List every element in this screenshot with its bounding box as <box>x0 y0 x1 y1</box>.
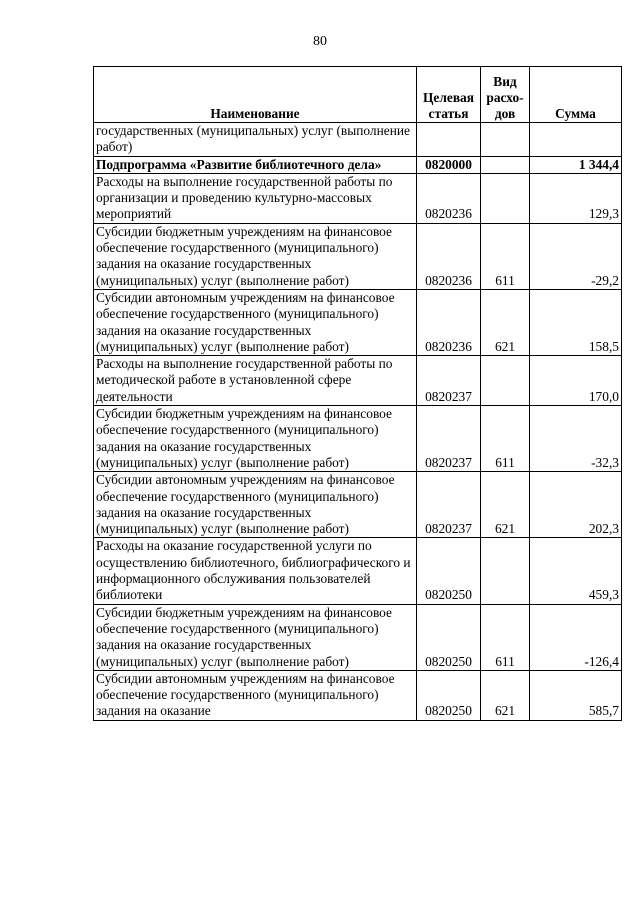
table-row <box>94 670 622 720</box>
cell-expense-type <box>481 538 530 604</box>
cell-sum: -126,4 <box>530 604 622 670</box>
cell-expense-type <box>481 356 530 406</box>
table-row <box>94 289 622 355</box>
table-row <box>94 223 622 289</box>
cell-name: Расходы на выполнение государственной работы по методической работе в установленной сфере деятельности <box>94 356 417 406</box>
header-type-line2: расхо- <box>486 90 524 105</box>
cell-name: Субсидии автономным учреждениям на финансовое обеспечение государственного (муниципального) задания на оказание государственных (муниципальных) услуг (выполнение работ) <box>94 289 417 355</box>
cell-name: государственных (муниципальных) услуг (выполнение работ) <box>94 123 417 157</box>
cell-target-article: 0820236 <box>417 289 481 355</box>
cell-expense-type <box>481 173 530 223</box>
table-row <box>94 406 622 472</box>
cell-target-article: 0820250 <box>417 604 481 670</box>
cell-sum: 585,7 <box>530 670 622 720</box>
page-number: 80 <box>313 34 327 49</box>
header-expense-type <box>481 67 530 123</box>
cell-name: Субсидии бюджетным учреждениям на финансовое обеспечение государственного (муниципального) задания на оказание государственных (муниципальных) услуг (выполнение работ) <box>94 223 417 289</box>
cell-target-article: 0820237 <box>417 472 481 538</box>
cell-expense-type <box>481 156 530 173</box>
cell-name: Расходы на оказание государственной услуги по осуществлению библиотечного, библиографического и информационного обслуживания пользователей библиотеки <box>94 538 417 604</box>
cell-expense-type: 611 <box>481 406 530 472</box>
cell-target-article: 0820237 <box>417 406 481 472</box>
cell-name: Субсидии бюджетным учреждениям на финансовое обеспечение государственного (муниципального) задания на оказание государственных (муниципальных) услуг (выполнение работ) <box>94 604 417 670</box>
cell-name: Субсидии автономным учреждениям на финансовое обеспечение государственного (муниципального) задания на оказание государственных (муниципальных) услуг (выполнение работ) <box>94 472 417 538</box>
header-type-line3: дов <box>494 106 516 121</box>
cell-target-article: 0820237 <box>417 356 481 406</box>
cell-name: Субсидии автономным учреждениям на финансовое обеспечение государственного (муниципального) задания на оказание <box>94 670 417 720</box>
cell-sum: 1 344,4 <box>530 156 622 173</box>
table-row <box>94 472 622 538</box>
table-row <box>94 604 622 670</box>
cell-name: Субсидии бюджетным учреждениям на финансовое обеспечение государственного (муниципального) задания на оказание государственных (муниципальных) услуг (выполнение работ) <box>94 406 417 472</box>
cell-sum: 170,0 <box>530 356 622 406</box>
table-row <box>94 356 622 406</box>
header-name: Наименование <box>94 67 417 123</box>
header-sum: Сумма <box>530 67 622 123</box>
cell-sum: 129,3 <box>530 173 622 223</box>
cell-expense-type: 611 <box>481 604 530 670</box>
table-row <box>94 173 622 223</box>
cell-target-article: 0820236 <box>417 223 481 289</box>
cell-sum: 202,3 <box>530 472 622 538</box>
table-row <box>94 123 622 157</box>
cell-sum: 459,3 <box>530 538 622 604</box>
cell-name: Расходы на выполнение государственной работы по организации и проведению культурно-массовых мероприятий <box>94 173 417 223</box>
cell-expense-type: 621 <box>481 289 530 355</box>
cell-target-article: 0820250 <box>417 538 481 604</box>
table-header-row <box>94 67 622 123</box>
cell-expense-type: 621 <box>481 472 530 538</box>
header-target-article <box>417 67 481 123</box>
cell-target-article: 0820000 <box>417 156 481 173</box>
table-row <box>94 538 622 604</box>
cell-sum: -29,2 <box>530 223 622 289</box>
header-type-line1: Вид <box>493 74 517 89</box>
cell-expense-type: 621 <box>481 670 530 720</box>
cell-sum: -32,3 <box>530 406 622 472</box>
header-target-line1: Целевая <box>423 90 474 105</box>
header-target-line2: статья <box>428 106 469 121</box>
cell-target-article: 0820236 <box>417 173 481 223</box>
cell-expense-type: 611 <box>481 223 530 289</box>
cell-sum: 158,5 <box>530 289 622 355</box>
table-body <box>94 123 622 721</box>
cell-target-article: 0820250 <box>417 670 481 720</box>
cell-expense-type <box>481 123 530 157</box>
table-row <box>94 156 622 173</box>
cell-sum <box>530 123 622 157</box>
cell-name: Подпрограмма «Развитие библиотечного дела» <box>94 156 417 173</box>
cell-target-article <box>417 123 481 157</box>
budget-table <box>93 66 622 721</box>
